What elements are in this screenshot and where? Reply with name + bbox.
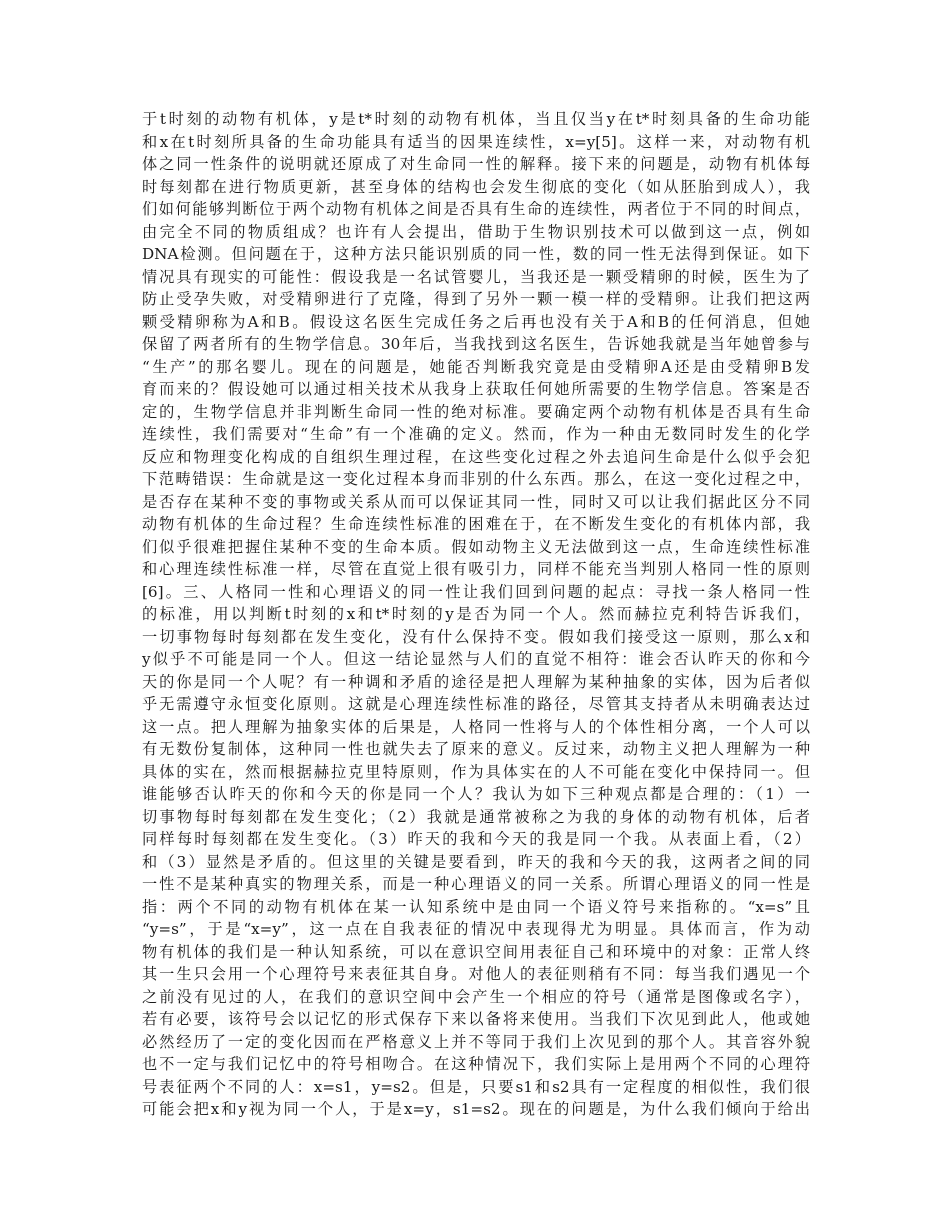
text-line: 是否存在某种不变的事物或关系从而可以保证其同一性，同时又可以让我们据此区分不同 (142, 492, 810, 511)
text-line: 由完全不同的物质组成？也许有人会提出，借助于生物识别技术可以做到这一点，例如 (142, 222, 810, 241)
text-line: 颗受精卵称为A和B。假设这名医生完成任务之后再也没有关于A和B的任何消息，但她 (142, 312, 810, 331)
text-line: 动物有机体的生命过程？生命连续性标准的困难在于，在不断发生变化的有机体内部，我 (142, 515, 810, 533)
text-line: 同样每时每刻都在发生变化。（3）昨天的我和今天的我是同一个我。从表面上看，（2） (142, 830, 810, 848)
text-line: 指：两个不同的动物有机体在某一认知系统中是由同一个语义符号来指称的。“x=s”且 (142, 897, 810, 916)
text-line: 一切事物每时每刻都在发生变化，没有什么保持不变。假如我们接受这一原则，那么x和 (142, 627, 810, 646)
text-line: 这一点。把人理解为抽象实体的后果是，人格同一性将与人的个体性相分离，一个人可以 (142, 717, 810, 736)
text-line: 连续性，我们需要对“生命”有一个准确的定义。然而，作为一种由无数同时发生的化学 (142, 425, 810, 443)
text-line: 于t时刻的动物有机体，y是t*时刻的动物有机体，当且仅当y在t*时刻具备的生命功能 (142, 110, 810, 128)
text-line: 时每刻都在进行物质更新，甚至身体的结构也会发生彻底的变化（如从胚胎到成人），我 (142, 177, 810, 196)
text-line: 天的你是同一个人呢？有一种调和矛盾的途径是把人理解为某种抽象的实体，因为后者似 (142, 672, 810, 691)
text-line: 可能会把x和y视为同一个人，于是x=y，s1=s2。现在的问题是，为什么我们倾向于给出 (142, 1100, 810, 1118)
text-line: 定的，生物学信息并非判断生命同一性的绝对标准。要确定两个动物有机体是否具有生命 (142, 402, 810, 421)
text-line: 们如何能够判断位于两个动物有机体之间是否具有生命的连续性，两者位于不同的时间点， (142, 200, 810, 218)
text-line: 和心理连续性标准一样，尽管在直觉上很有吸引力，同样不能充当判别人格同一性的原则 (142, 560, 810, 578)
text-line: 反应和物理变化构成的自组织生理过程，在这些变化过程之外去追问生命是什么似乎会犯 (142, 447, 810, 466)
text-line: 具体的实在，然而根据赫拉克里特原则，作为具体实在的人不可能在变化中保持同一。但 (142, 762, 810, 781)
text-line: 的标准，用以判断t时刻的x和t*时刻的y是否为同一个人。然而赫拉克利特告诉我们， (142, 605, 810, 623)
text-line: 情况具有现实的可能性：假设我是一名试管婴儿，当我还是一颗受精卵的时候，医生为了 (142, 267, 810, 286)
text-line: 也不一定与我们记忆中的符号相吻合。在这种情况下，我们实际上是用两个不同的心理符 (142, 1055, 810, 1073)
text-line: 物有机体的我们是一种认知系统，可以在意识空间用表征自己和环境中的对象：正常人终 (142, 942, 810, 961)
text-line: 一性不是某种真实的物理关系，而是一种心理语义的同一关系。所谓心理语义的同一性是 (142, 875, 810, 893)
text-line: “生产”的那名婴儿。现在的问题是，她能否判断我究竟是由受精卵A还是由受精卵B发 (142, 357, 810, 376)
text-line: 之前没有见过的人，在我们的意识空间中会产生一个相应的符号（通常是图像或名字）， (142, 987, 810, 1006)
text-line: 其一生只会用一个心理符号来表征其自身。对他人的表征则稍有不同：每当我们遇见一个 (142, 965, 810, 983)
text-line: 谁能够否认昨天的你和今天的你是同一个人？我认为如下三种观点都是合理的：（1）一 (142, 785, 810, 803)
text-line: 育而来的？假设她可以通过相关技术从我身上获取任何她所需要的生物学信息。答案是否 (142, 380, 810, 398)
text-line: “y=s”，于是“x=y”，这一点在自我表征的情况中表现得尤为明显。具体而言，作为动 (142, 920, 810, 938)
text-line: 切事物每时每刻都在发生变化；（2）我就是通常被称之为我的身体的动物有机体，后者 (142, 807, 810, 826)
text-line: 必然经历了一定的变化因而在严格意义上并不等同于我们上次见到的那个人。其音容外貌 (142, 1032, 810, 1051)
text-line: 若有必要，该符号会以记忆的形式保存下来以备将来使用。当我们下次见到此人，他或她 (142, 1010, 810, 1028)
text-line: 和x在t时刻所具备的生命功能具有适当的因果连续性，x=y[5]。这样一来，对动物有机 (142, 132, 810, 151)
text-line: 防止受孕失败，对受精卵进行了克隆，得到了另外一颗一模一样的受精卵。让我们把这两 (142, 290, 810, 308)
text-line: [6]。三、人格同一性和心理语义的同一性让我们回到问题的起点：寻找一条人格同一性 (142, 582, 810, 601)
text-line: y似乎不可能是同一个人。但这一结论显然与人们的直觉不相符：谁会否认昨天的你和今 (142, 650, 810, 668)
text-line: 下范畴错误：生命就是这一变化过程本身而非别的什么东西。那么，在这一变化过程之中， (142, 470, 810, 488)
body-text (142, 108, 810, 1121)
text-line: 号表征两个不同的人：x=s1，y=s2。但是，只要s1和s2具有一定程度的相似性，我们很 (142, 1077, 810, 1096)
text-line: 和（3）显然是矛盾的。但这里的关键是要看到，昨天的我和今天的我，这两者之间的同 (142, 852, 810, 871)
text-line: 们似乎很难把握住某种不变的生命本质。假如动物主义无法做到这一点，生命连续性标准 (142, 537, 810, 556)
text-line: 保留了两者所有的生物学信息。30年后，当我找到这名医生，告诉她我就是当年她曾参与 (142, 335, 810, 353)
text-line: 乎无需遵守永恒变化原则。这就是心理连续性标准的路径，尽管其支持者从未明确表达过 (142, 695, 810, 713)
text-line: 体之同一性条件的说明就还原成了对生命同一性的解释。接下来的问题是，动物有机体每 (142, 155, 810, 173)
text-line: DNA检测。但问题在于，这种方法只能识别质的同一性，数的同一性无法得到保证。如下 (142, 245, 810, 263)
text-line: 有无数份复制体，这种同一性也就失去了原来的意义。反过来，动物主义把人理解为一种 (142, 740, 810, 758)
